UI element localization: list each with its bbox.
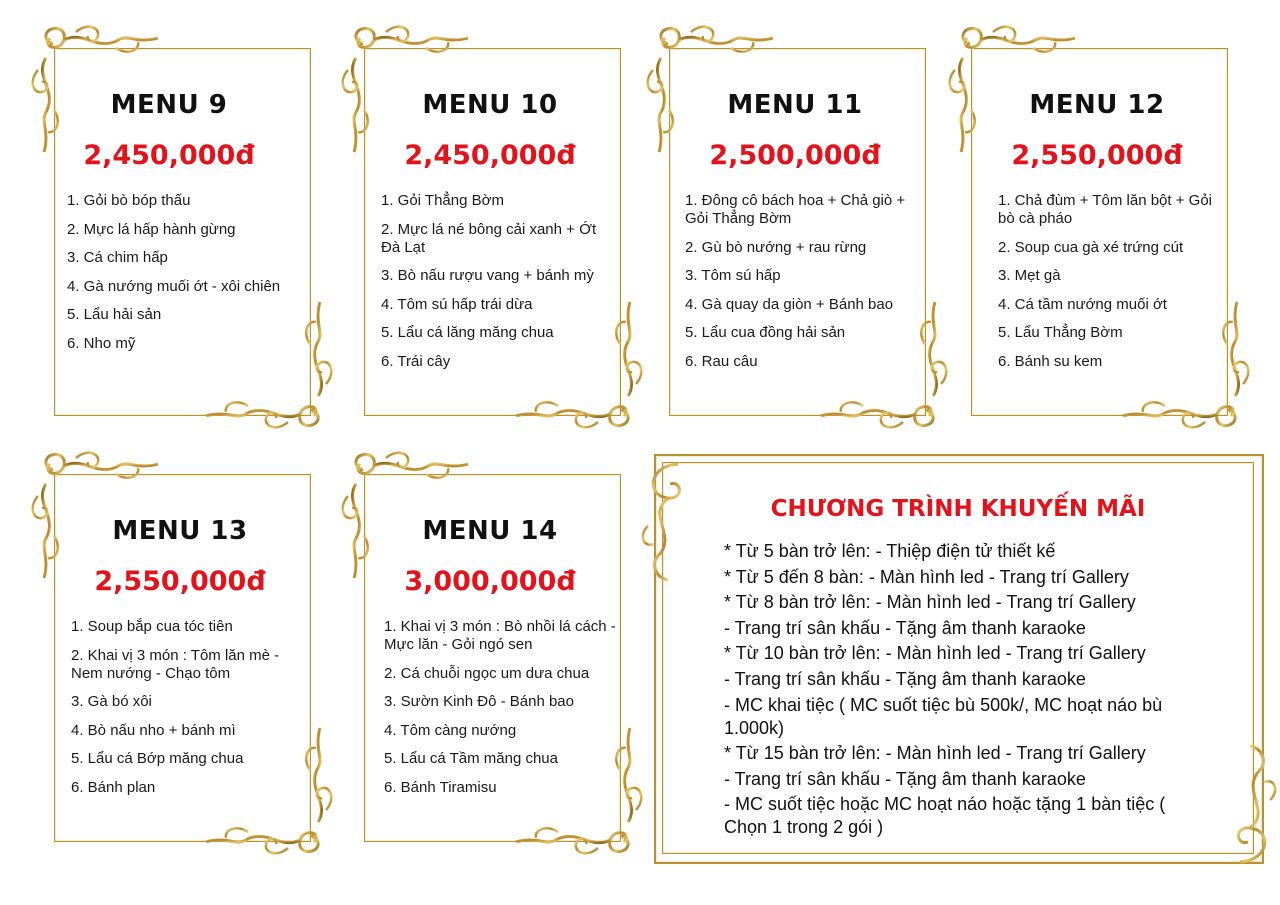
dish-list [685, 192, 915, 381]
promo-list [724, 540, 1208, 842]
promo-line: * Từ 10 bàn trở lên: - Màn hình led - Trang trí Gallery [724, 643, 1146, 664]
dish-item: 4. Tôm càng nướng [384, 721, 517, 739]
promo-line: * Từ 5 đến 8 bàn: - Màn hình led - Trang trí Gallery [724, 566, 1129, 587]
promo-line: * Từ 15 bàn trở lên: - Màn hình led - Trang trí Gallery [724, 743, 1146, 764]
promotion-panel [636, 448, 1280, 878]
dish-item: 1. Soup bắp cua tóc tiên [71, 618, 233, 635]
dish-item: 5. Lẩu cua đồng hải sản [685, 324, 846, 341]
menu-title: MENU 9 [110, 90, 228, 120]
dish-list [71, 618, 306, 807]
menu-card-10 [338, 22, 648, 442]
dish-item: 5. Lẩu cá Bớp măng chua [71, 750, 244, 767]
promo-line: - Trang trí sân khấu - Tặng âm thanh karaoke [724, 768, 1086, 789]
menu-title: MENU 13 [112, 516, 248, 546]
menu-price: 2,450,000đ [83, 140, 255, 171]
promo-line: * Từ 8 bàn trở lên: - Màn hình led - Trang trí Gallery [724, 592, 1136, 613]
dish-item: 6. Rau câu [685, 352, 758, 370]
dish-item: 1. Đông cô bách hoa + Chả giò + Gỏi Thẳng Bờm [685, 192, 906, 227]
dish-item: 4. Bò nấu nho + bánh mì [71, 721, 236, 739]
dish-item: 3. Cá chim hấp [67, 249, 168, 266]
dish-item: 6. Bánh Tiramisu [384, 778, 497, 796]
menu-title: MENU 11 [727, 90, 863, 120]
dish-item: 1. Gỏi bò bóp thấu [67, 192, 191, 209]
promo-line: - MC suốt tiệc hoặc MC hoạt náo hoặc tặng 1 bàn tiệc ( Chọn 1 trong 2 gói ) [724, 794, 1166, 838]
dish-item: 2. Soup cua gà xé trứng cút [998, 238, 1184, 256]
menu-title: MENU 10 [422, 90, 558, 120]
menu-price: 2,550,000đ [94, 566, 266, 597]
promo-line: - Trang trí sân khấu - Tặng âm thanh karaoke [724, 668, 1086, 689]
menu-title: MENU 12 [1029, 90, 1165, 120]
promo-line: - Trang trí sân khấu - Tặng âm thanh karaoke [724, 617, 1086, 638]
menu-price: 2,550,000đ [1011, 140, 1183, 171]
menu-card-11 [643, 22, 953, 442]
dish-item: 1. Gỏi Thẳng Bờm [381, 192, 504, 209]
menu-card-12 [945, 22, 1255, 442]
dish-item: 4. Gà quay da giòn + Bánh bao [685, 295, 894, 313]
menu-title: MENU 14 [422, 516, 558, 546]
dish-list [384, 618, 616, 807]
dish-item: 3. Tôm sú hấp [685, 267, 781, 284]
promo-line: - MC khai tiệc ( MC suốt tiệc bù 500k/, MC hoạt náo bù 1.000k) [724, 694, 1163, 738]
dish-list [998, 192, 1213, 381]
menu-card-13 [28, 448, 338, 868]
dish-item: 6. Bánh su kem [998, 352, 1103, 370]
dish-item: 4. Gà nướng muối ớt - xôi chiên [67, 277, 281, 295]
dish-item: 3. Sườn Kinh Đô - Bánh bao [384, 693, 574, 710]
dish-item: 3. Bò nấu rượu vang + bánh mỳ [381, 267, 594, 284]
dish-list [381, 192, 616, 381]
dish-item: 2. Gù bò nướng + rau rừng [685, 238, 867, 256]
dish-item: 6. Trái cây [381, 352, 451, 370]
menu-card-9 [28, 22, 338, 442]
dish-item: 6. Bánh plan [71, 778, 156, 796]
dish-item: 5. Lẩu hải sản [67, 306, 162, 323]
dish-item: 2. Mực lá né bông cải xanh + Ớt Đà Lạt [381, 220, 597, 256]
dish-item: 2. Mực lá hấp hành gừng [67, 220, 236, 238]
dish-item: 5. Lẩu Thẳng Bờm [998, 324, 1123, 341]
promo-line: * Từ 5 bàn trở lên: - Thiệp điện tử thiết kế [724, 541, 1056, 561]
dish-item: 6. Nho mỹ [67, 334, 136, 352]
dish-item: 5. Lẩu cá Tầm măng chua [384, 750, 558, 767]
dish-item: 1. Khai vị 3 món : Bò nhồi lá cách - Mực lăn - Gỏi ngó sen [384, 618, 616, 653]
dish-item: 1. Chả đùm + Tôm lăn bột + Gỏi bò cà pháo [998, 192, 1213, 227]
dish-item: 4. Cá tầm nướng muối ớt [998, 295, 1167, 313]
dish-item: 3. Gà bó xôi [71, 693, 152, 710]
dish-item: 2. Khai vị 3 món : Tôm lăn mè - Nem nướng - Chạo tôm [71, 646, 280, 682]
menu-price: 2,500,000đ [709, 140, 881, 171]
dish-item: 5. Lẩu cá lăng măng chua [381, 324, 554, 341]
menu-price: 2,450,000đ [404, 140, 576, 171]
promo-title: CHƯƠNG TRÌNH KHUYẾN MÃI [770, 496, 1146, 522]
menu-card-14 [338, 448, 648, 868]
gold-scroll-ornament-icon [1220, 740, 1280, 870]
dish-item: 2. Cá chuỗi ngọc um dưa chua [384, 664, 590, 682]
dish-item: 3. Mẹt gà [998, 267, 1061, 284]
dish-list [67, 192, 307, 363]
dish-item: 4. Tôm sú hấp trái dừa [381, 295, 533, 313]
menu-price: 3,000,000đ [404, 566, 576, 597]
